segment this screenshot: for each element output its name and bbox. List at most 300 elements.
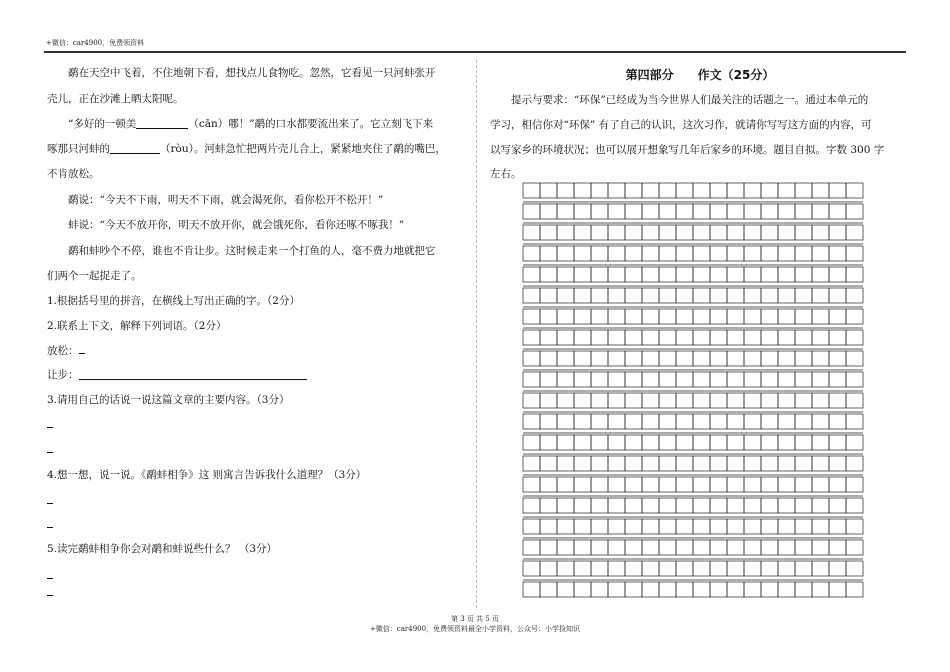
grid-cell[interactable] <box>557 540 574 555</box>
grid-cell[interactable] <box>608 246 625 261</box>
grid-cell[interactable] <box>778 414 795 429</box>
grid-cell[interactable] <box>659 456 676 471</box>
grid-cell[interactable] <box>557 393 574 408</box>
grid-cell[interactable] <box>608 519 625 534</box>
grid-cell[interactable] <box>693 330 710 345</box>
grid-cell[interactable] <box>795 414 812 429</box>
grid-cell[interactable] <box>693 435 710 450</box>
grid-cell[interactable] <box>557 246 574 261</box>
grid-cell[interactable] <box>642 540 659 555</box>
grid-cell[interactable] <box>608 372 625 387</box>
grid-cell[interactable] <box>591 414 608 429</box>
grid-cell[interactable] <box>557 582 574 597</box>
grid-cell[interactable] <box>727 540 744 555</box>
grid-cell[interactable] <box>642 498 659 513</box>
grid-cell[interactable] <box>540 561 557 576</box>
grid-cell[interactable] <box>812 519 829 534</box>
grid-cell[interactable] <box>693 498 710 513</box>
grid-cell[interactable] <box>744 330 761 345</box>
grid-cell[interactable] <box>778 309 795 324</box>
grid-cell[interactable] <box>795 267 812 282</box>
grid-cell[interactable] <box>795 456 812 471</box>
grid-cell[interactable] <box>710 351 727 366</box>
grid-cell[interactable] <box>625 246 642 261</box>
grid-cell[interactable] <box>744 267 761 282</box>
grid-cell[interactable] <box>795 351 812 366</box>
grid-cell[interactable] <box>727 435 744 450</box>
grid-cell[interactable] <box>693 414 710 429</box>
grid-cell[interactable] <box>829 267 846 282</box>
grid-cell[interactable] <box>727 309 744 324</box>
grid-cell[interactable] <box>676 435 693 450</box>
grid-cell[interactable] <box>812 246 829 261</box>
grid-cell[interactable] <box>659 183 676 198</box>
grid-cell[interactable] <box>744 414 761 429</box>
grid-cell[interactable] <box>846 288 863 303</box>
grid-cell[interactable] <box>710 204 727 219</box>
grid-cell[interactable] <box>829 456 846 471</box>
grid-cell[interactable] <box>693 519 710 534</box>
answer-line[interactable] <box>47 518 53 531</box>
grid-cell[interactable] <box>591 267 608 282</box>
grid-cell[interactable] <box>591 351 608 366</box>
grid-cell[interactable] <box>659 561 676 576</box>
grid-cell[interactable] <box>659 246 676 261</box>
grid-cell[interactable] <box>812 225 829 240</box>
writing-grid-svg[interactable] <box>522 182 866 598</box>
grid-cell[interactable] <box>727 267 744 282</box>
grid-cell[interactable] <box>829 414 846 429</box>
grid-cell[interactable] <box>642 351 659 366</box>
grid-cell[interactable] <box>523 582 540 597</box>
grid-cell[interactable] <box>778 204 795 219</box>
grid-cell[interactable] <box>744 309 761 324</box>
grid-cell[interactable] <box>727 288 744 303</box>
grid-cell[interactable] <box>574 204 591 219</box>
grid-cell[interactable] <box>625 498 642 513</box>
grid-cell[interactable] <box>676 288 693 303</box>
grid-cell[interactable] <box>557 561 574 576</box>
grid-cell[interactable] <box>540 393 557 408</box>
grid-cell[interactable] <box>574 456 591 471</box>
grid-cell[interactable] <box>744 540 761 555</box>
grid-cell[interactable] <box>642 456 659 471</box>
grid-cell[interactable] <box>523 456 540 471</box>
grid-cell[interactable] <box>659 372 676 387</box>
grid-cell[interactable] <box>557 351 574 366</box>
grid-cell[interactable] <box>574 540 591 555</box>
grid-cell[interactable] <box>608 225 625 240</box>
grid-cell[interactable] <box>557 456 574 471</box>
grid-cell[interactable] <box>574 267 591 282</box>
grid-cell[interactable] <box>710 414 727 429</box>
grid-cell[interactable] <box>540 288 557 303</box>
grid-cell[interactable] <box>693 393 710 408</box>
grid-cell[interactable] <box>693 204 710 219</box>
grid-cell[interactable] <box>829 183 846 198</box>
grid-cell[interactable] <box>778 330 795 345</box>
grid-cell[interactable] <box>591 477 608 492</box>
grid-cell[interactable] <box>761 498 778 513</box>
grid-cell[interactable] <box>523 204 540 219</box>
grid-cell[interactable] <box>812 414 829 429</box>
grid-cell[interactable] <box>846 498 863 513</box>
grid-cell[interactable] <box>761 288 778 303</box>
grid-cell[interactable] <box>778 561 795 576</box>
grid-cell[interactable] <box>846 204 863 219</box>
grid-cell[interactable] <box>540 582 557 597</box>
answer-line[interactable] <box>47 586 53 599</box>
grid-cell[interactable] <box>761 561 778 576</box>
grid-cell[interactable] <box>676 414 693 429</box>
grid-cell[interactable] <box>574 561 591 576</box>
grid-cell[interactable] <box>659 225 676 240</box>
grid-cell[interactable] <box>761 477 778 492</box>
grid-cell[interactable] <box>642 288 659 303</box>
grid-cell[interactable] <box>846 393 863 408</box>
grid-cell[interactable] <box>523 561 540 576</box>
grid-cell[interactable] <box>846 183 863 198</box>
grid-cell[interactable] <box>642 477 659 492</box>
grid-cell[interactable] <box>676 582 693 597</box>
grid-cell[interactable] <box>523 435 540 450</box>
grid-cell[interactable] <box>727 204 744 219</box>
answer-blank-rou[interactable] <box>110 142 160 154</box>
grid-cell[interactable] <box>591 246 608 261</box>
grid-cell[interactable] <box>710 477 727 492</box>
grid-cell[interactable] <box>676 309 693 324</box>
grid-cell[interactable] <box>591 183 608 198</box>
grid-cell[interactable] <box>540 414 557 429</box>
grid-cell[interactable] <box>710 456 727 471</box>
grid-cell[interactable] <box>727 330 744 345</box>
grid-cell[interactable] <box>846 561 863 576</box>
grid-cell[interactable] <box>574 183 591 198</box>
grid-cell[interactable] <box>693 288 710 303</box>
grid-cell[interactable] <box>608 267 625 282</box>
grid-cell[interactable] <box>829 477 846 492</box>
grid-cell[interactable] <box>608 330 625 345</box>
grid-cell[interactable] <box>727 351 744 366</box>
grid-cell[interactable] <box>846 435 863 450</box>
grid-cell[interactable] <box>574 519 591 534</box>
grid-cell[interactable] <box>523 498 540 513</box>
grid-cell[interactable] <box>710 330 727 345</box>
grid-cell[interactable] <box>727 183 744 198</box>
grid-cell[interactable] <box>744 519 761 534</box>
grid-cell[interactable] <box>693 246 710 261</box>
grid-cell[interactable] <box>710 435 727 450</box>
grid-cell[interactable] <box>574 393 591 408</box>
grid-cell[interactable] <box>676 456 693 471</box>
grid-cell[interactable] <box>795 540 812 555</box>
grid-cell[interactable] <box>727 246 744 261</box>
grid-cell[interactable] <box>540 477 557 492</box>
grid-cell[interactable] <box>591 330 608 345</box>
grid-cell[interactable] <box>846 330 863 345</box>
grid-cell[interactable] <box>812 183 829 198</box>
grid-cell[interactable] <box>744 372 761 387</box>
grid-cell[interactable] <box>846 267 863 282</box>
grid-cell[interactable] <box>761 330 778 345</box>
grid-cell[interactable] <box>829 561 846 576</box>
grid-cell[interactable] <box>591 456 608 471</box>
grid-cell[interactable] <box>812 372 829 387</box>
grid-cell[interactable] <box>761 540 778 555</box>
grid-cell[interactable] <box>693 477 710 492</box>
grid-cell[interactable] <box>523 183 540 198</box>
grid-cell[interactable] <box>829 330 846 345</box>
grid-cell[interactable] <box>540 309 557 324</box>
grid-cell[interactable] <box>676 330 693 345</box>
grid-cell[interactable] <box>659 288 676 303</box>
grid-cell[interactable] <box>710 393 727 408</box>
grid-cell[interactable] <box>676 519 693 534</box>
grid-cell[interactable] <box>659 477 676 492</box>
grid-cell[interactable] <box>727 477 744 492</box>
grid-cell[interactable] <box>727 456 744 471</box>
grid-cell[interactable] <box>812 582 829 597</box>
grid-cell[interactable] <box>608 477 625 492</box>
grid-cell[interactable] <box>778 477 795 492</box>
grid-cell[interactable] <box>642 414 659 429</box>
grid-cell[interactable] <box>778 288 795 303</box>
grid-cell[interactable] <box>710 246 727 261</box>
grid-cell[interactable] <box>744 204 761 219</box>
grid-cell[interactable] <box>778 246 795 261</box>
grid-cell[interactable] <box>523 351 540 366</box>
grid-cell[interactable] <box>676 225 693 240</box>
grid-cell[interactable] <box>846 372 863 387</box>
grid-cell[interactable] <box>710 498 727 513</box>
grid-cell[interactable] <box>795 519 812 534</box>
grid-cell[interactable] <box>778 267 795 282</box>
grid-cell[interactable] <box>710 225 727 240</box>
grid-cell[interactable] <box>846 225 863 240</box>
grid-cell[interactable] <box>812 477 829 492</box>
grid-cell[interactable] <box>812 561 829 576</box>
grid-cell[interactable] <box>608 561 625 576</box>
grid-cell[interactable] <box>574 435 591 450</box>
grid-cell[interactable] <box>557 414 574 429</box>
grid-cell[interactable] <box>795 288 812 303</box>
grid-cell[interactable] <box>846 414 863 429</box>
grid-cell[interactable] <box>591 498 608 513</box>
grid-cell[interactable] <box>659 582 676 597</box>
grid-cell[interactable] <box>557 498 574 513</box>
answer-blank-rangbu[interactable] <box>79 368 307 380</box>
grid-cell[interactable] <box>591 309 608 324</box>
grid-cell[interactable] <box>659 435 676 450</box>
grid-cell[interactable] <box>608 351 625 366</box>
grid-cell[interactable] <box>676 267 693 282</box>
grid-cell[interactable] <box>659 393 676 408</box>
grid-cell[interactable] <box>642 225 659 240</box>
grid-cell[interactable] <box>523 288 540 303</box>
grid-cell[interactable] <box>727 372 744 387</box>
grid-cell[interactable] <box>846 477 863 492</box>
grid-cell[interactable] <box>761 246 778 261</box>
grid-cell[interactable] <box>540 183 557 198</box>
grid-cell[interactable] <box>659 498 676 513</box>
grid-cell[interactable] <box>642 582 659 597</box>
grid-cell[interactable] <box>591 519 608 534</box>
grid-cell[interactable] <box>829 204 846 219</box>
grid-cell[interactable] <box>625 351 642 366</box>
grid-cell[interactable] <box>540 225 557 240</box>
grid-cell[interactable] <box>812 435 829 450</box>
grid-cell[interactable] <box>778 393 795 408</box>
answer-blank-fangsong[interactable] <box>79 344 85 354</box>
grid-cell[interactable] <box>778 582 795 597</box>
grid-cell[interactable] <box>829 519 846 534</box>
grid-cell[interactable] <box>795 246 812 261</box>
grid-cell[interactable] <box>812 288 829 303</box>
grid-cell[interactable] <box>812 393 829 408</box>
grid-cell[interactable] <box>761 435 778 450</box>
grid-cell[interactable] <box>608 288 625 303</box>
grid-cell[interactable] <box>642 330 659 345</box>
grid-cell[interactable] <box>829 372 846 387</box>
grid-cell[interactable] <box>523 225 540 240</box>
grid-cell[interactable] <box>778 183 795 198</box>
grid-cell[interactable] <box>761 414 778 429</box>
grid-cell[interactable] <box>608 540 625 555</box>
grid-cell[interactable] <box>812 540 829 555</box>
grid-cell[interactable] <box>591 540 608 555</box>
grid-cell[interactable] <box>591 561 608 576</box>
grid-cell[interactable] <box>574 309 591 324</box>
grid-cell[interactable] <box>625 582 642 597</box>
grid-cell[interactable] <box>846 582 863 597</box>
grid-cell[interactable] <box>812 267 829 282</box>
grid-cell[interactable] <box>591 435 608 450</box>
grid-cell[interactable] <box>523 309 540 324</box>
grid-cell[interactable] <box>676 351 693 366</box>
answer-blank-can[interactable] <box>136 117 188 129</box>
grid-cell[interactable] <box>659 330 676 345</box>
grid-cell[interactable] <box>574 351 591 366</box>
grid-cell[interactable] <box>829 351 846 366</box>
grid-cell[interactable] <box>761 351 778 366</box>
grid-cell[interactable] <box>693 456 710 471</box>
grid-cell[interactable] <box>795 435 812 450</box>
grid-cell[interactable] <box>659 267 676 282</box>
grid-cell[interactable] <box>846 309 863 324</box>
grid-cell[interactable] <box>625 561 642 576</box>
grid-cell[interactable] <box>625 204 642 219</box>
grid-cell[interactable] <box>744 435 761 450</box>
grid-cell[interactable] <box>659 204 676 219</box>
grid-cell[interactable] <box>812 351 829 366</box>
grid-cell[interactable] <box>540 351 557 366</box>
grid-cell[interactable] <box>642 561 659 576</box>
answer-line[interactable] <box>47 443 53 456</box>
grid-cell[interactable] <box>710 582 727 597</box>
grid-cell[interactable] <box>608 456 625 471</box>
grid-cell[interactable] <box>523 267 540 282</box>
grid-cell[interactable] <box>795 183 812 198</box>
grid-cell[interactable] <box>625 330 642 345</box>
grid-cell[interactable] <box>778 456 795 471</box>
grid-cell[interactable] <box>557 225 574 240</box>
grid-cell[interactable] <box>778 540 795 555</box>
grid-cell[interactable] <box>829 435 846 450</box>
grid-cell[interactable] <box>778 225 795 240</box>
answer-line[interactable] <box>47 494 53 507</box>
grid-cell[interactable] <box>761 582 778 597</box>
grid-cell[interactable] <box>557 204 574 219</box>
grid-cell[interactable] <box>710 267 727 282</box>
grid-cell[interactable] <box>557 372 574 387</box>
grid-cell[interactable] <box>642 519 659 534</box>
grid-cell[interactable] <box>523 372 540 387</box>
grid-cell[interactable] <box>727 393 744 408</box>
grid-cell[interactable] <box>540 498 557 513</box>
grid-cell[interactable] <box>795 309 812 324</box>
grid-cell[interactable] <box>829 225 846 240</box>
grid-cell[interactable] <box>625 435 642 450</box>
grid-cell[interactable] <box>540 456 557 471</box>
grid-cell[interactable] <box>812 204 829 219</box>
grid-cell[interactable] <box>829 393 846 408</box>
grid-cell[interactable] <box>676 477 693 492</box>
grid-cell[interactable] <box>795 330 812 345</box>
grid-cell[interactable] <box>761 183 778 198</box>
grid-cell[interactable] <box>727 498 744 513</box>
grid-cell[interactable] <box>676 540 693 555</box>
grid-cell[interactable] <box>540 519 557 534</box>
grid-cell[interactable] <box>744 183 761 198</box>
grid-cell[interactable] <box>574 477 591 492</box>
grid-cell[interactable] <box>744 582 761 597</box>
grid-cell[interactable] <box>625 372 642 387</box>
grid-cell[interactable] <box>676 246 693 261</box>
grid-cell[interactable] <box>625 477 642 492</box>
grid-cell[interactable] <box>778 519 795 534</box>
grid-cell[interactable] <box>761 393 778 408</box>
grid-cell[interactable] <box>829 582 846 597</box>
grid-cell[interactable] <box>693 540 710 555</box>
grid-cell[interactable] <box>608 393 625 408</box>
grid-cell[interactable] <box>710 540 727 555</box>
grid-cell[interactable] <box>625 309 642 324</box>
grid-cell[interactable] <box>523 330 540 345</box>
grid-cell[interactable] <box>778 351 795 366</box>
grid-cell[interactable] <box>676 183 693 198</box>
grid-cell[interactable] <box>693 309 710 324</box>
grid-cell[interactable] <box>659 519 676 534</box>
grid-cell[interactable] <box>761 309 778 324</box>
grid-cell[interactable] <box>829 540 846 555</box>
grid-cell[interactable] <box>608 498 625 513</box>
answer-line[interactable] <box>47 569 53 582</box>
grid-cell[interactable] <box>574 225 591 240</box>
grid-cell[interactable] <box>642 204 659 219</box>
grid-cell[interactable] <box>625 414 642 429</box>
grid-cell[interactable] <box>846 246 863 261</box>
grid-cell[interactable] <box>557 477 574 492</box>
grid-cell[interactable] <box>608 435 625 450</box>
grid-cell[interactable] <box>744 351 761 366</box>
grid-cell[interactable] <box>761 267 778 282</box>
grid-cell[interactable] <box>829 498 846 513</box>
grid-cell[interactable] <box>591 393 608 408</box>
grid-cell[interactable] <box>727 519 744 534</box>
grid-cell[interactable] <box>625 456 642 471</box>
grid-cell[interactable] <box>693 372 710 387</box>
grid-cell[interactable] <box>676 372 693 387</box>
